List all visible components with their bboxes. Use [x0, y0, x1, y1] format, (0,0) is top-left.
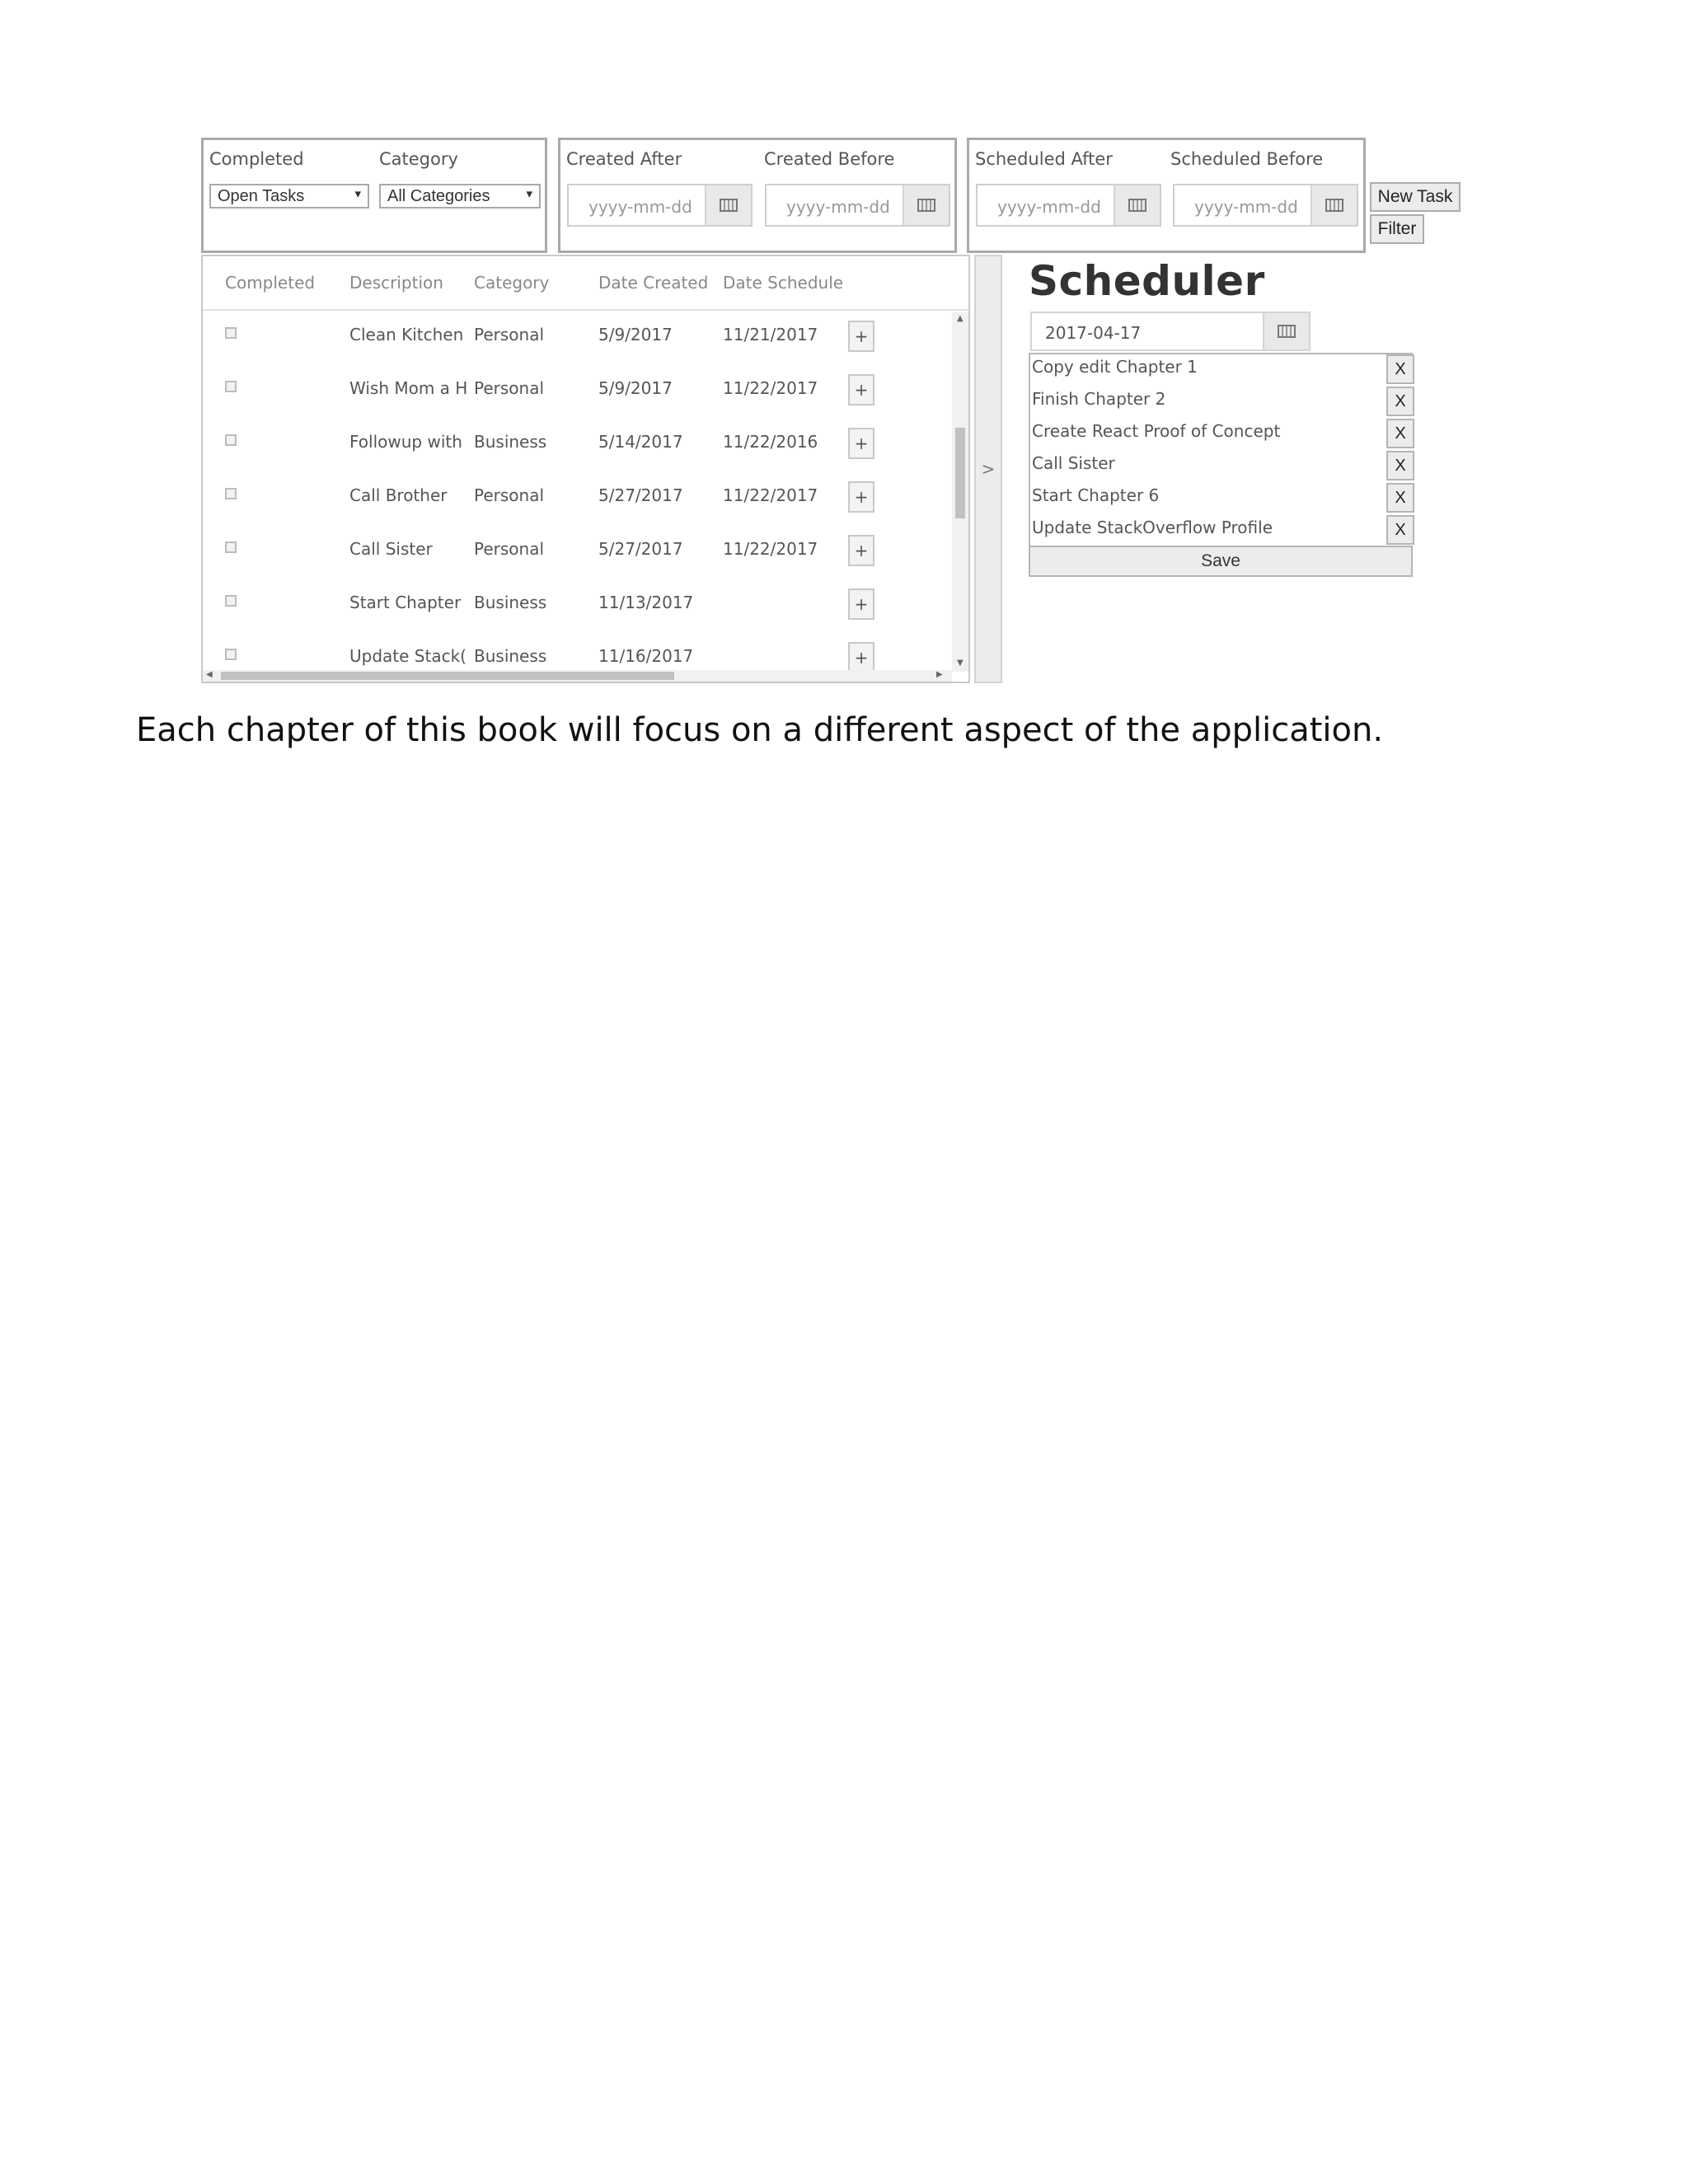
- remove-task-button[interactable]: X: [1386, 515, 1414, 545]
- status-category-filter-group: [201, 138, 547, 253]
- column-header-date-created[interactable]: Date Created: [598, 273, 709, 293]
- scheduled-task-label: Copy edit Chapter 1: [1032, 357, 1198, 377]
- task-date-created: 5/27/2017: [598, 539, 683, 559]
- scheduled-after-input[interactable]: [976, 184, 1161, 227]
- task-description: Wish Mom a H: [349, 378, 468, 398]
- category-filter-value: All Categories: [387, 187, 490, 205]
- scheduled-task-label: Call Sister: [1032, 453, 1115, 473]
- completed-filter-label: Completed: [209, 149, 304, 169]
- column-header-description[interactable]: Description: [349, 273, 443, 293]
- scroll-right-arrow-icon[interactable]: ▶: [936, 670, 943, 679]
- created-before-calendar-button[interactable]: [903, 185, 949, 225]
- task-category: Personal: [474, 325, 545, 344]
- table-horizontal-scrollbar[interactable]: [203, 670, 952, 682]
- task-description: Clean Kitchen: [349, 325, 464, 344]
- task-date-created: 11/16/2017: [598, 646, 694, 666]
- task-date-scheduled: 11/22/2017: [723, 485, 818, 505]
- task-date-scheduled: 11/22/2017: [723, 539, 818, 559]
- add-to-schedule-button[interactable]: +: [848, 535, 874, 566]
- scheduled-before-input[interactable]: [1173, 184, 1358, 227]
- scheduled-task-label: Finish Chapter 2: [1032, 389, 1166, 409]
- scheduled-before-placeholder: yyyy-mm-dd: [1194, 197, 1298, 217]
- task-category: Business: [474, 432, 547, 452]
- scroll-down-arrow-icon[interactable]: ▼: [957, 658, 964, 668]
- remove-task-button[interactable]: X: [1386, 419, 1414, 448]
- created-after-calendar-button[interactable]: [705, 185, 751, 225]
- table-row[interactable]: [203, 312, 952, 366]
- scheduled-task-label: Create React Proof of Concept: [1032, 421, 1281, 441]
- table-header: [203, 256, 968, 311]
- category-filter-label: Category: [379, 149, 458, 169]
- save-button[interactable]: Save: [1029, 546, 1413, 577]
- task-date-created: 5/14/2017: [598, 432, 683, 452]
- created-after-input[interactable]: [567, 184, 753, 227]
- remove-task-button[interactable]: X: [1386, 451, 1414, 480]
- filter-button[interactable]: Filter: [1370, 214, 1424, 244]
- chevron-down-icon: ▾: [354, 187, 361, 201]
- task-date-scheduled: 11/22/2017: [723, 378, 818, 398]
- scroll-left-arrow-icon[interactable]: ◀: [206, 670, 213, 679]
- calendar-icon: [1128, 199, 1146, 212]
- task-date-scheduled: 11/21/2017: [723, 325, 818, 344]
- scheduled-after-label: Scheduled After: [975, 149, 1113, 169]
- task-date-created: 5/9/2017: [598, 378, 673, 398]
- calendar-icon: [1325, 199, 1343, 212]
- list-item: [1030, 515, 1414, 547]
- completed-checkbox[interactable]: [225, 649, 237, 660]
- task-description: Call Brother: [349, 485, 448, 505]
- task-date-scheduled: 11/22/2016: [723, 432, 818, 452]
- created-after-placeholder: yyyy-mm-dd: [588, 197, 692, 217]
- completed-checkbox[interactable]: [225, 541, 237, 553]
- created-date-filter-group: [558, 138, 957, 253]
- remove-task-button[interactable]: X: [1386, 387, 1414, 416]
- list-item: [1030, 483, 1414, 515]
- scheduled-task-list: [1029, 353, 1413, 547]
- table-vertical-scrollbar[interactable]: [952, 312, 968, 672]
- created-after-label: Created After: [566, 149, 682, 169]
- chevron-down-icon: ▾: [526, 187, 532, 201]
- list-item: [1030, 419, 1414, 451]
- add-to-schedule-button[interactable]: +: [848, 588, 874, 620]
- horizontal-scrollbar-thumb[interactable]: [221, 672, 674, 680]
- caption-text: Each chapter of this book will focus on a different aspect of the application.: [136, 711, 1384, 749]
- created-before-input[interactable]: [765, 184, 950, 227]
- table-row[interactable]: [203, 580, 952, 634]
- task-date-created: 11/13/2017: [598, 593, 694, 612]
- column-header-completed[interactable]: Completed: [225, 273, 316, 293]
- scheduler-title: Scheduler: [1029, 257, 1265, 305]
- scheduled-after-calendar-button[interactable]: [1114, 185, 1160, 225]
- completed-checkbox[interactable]: [225, 488, 237, 499]
- category-filter-select[interactable]: [379, 184, 541, 209]
- task-description: Call Sister: [349, 539, 433, 559]
- created-before-placeholder: yyyy-mm-dd: [786, 197, 890, 217]
- scheduled-after-placeholder: yyyy-mm-dd: [997, 197, 1101, 217]
- task-category: Business: [474, 646, 547, 666]
- add-to-schedule-button[interactable]: +: [848, 374, 874, 405]
- table-row[interactable]: [203, 366, 952, 419]
- task-category: Personal: [474, 539, 545, 559]
- task-date-created: 5/27/2017: [598, 485, 683, 505]
- table-row[interactable]: [203, 419, 952, 473]
- completed-filter-value: Open Tasks: [218, 187, 305, 205]
- column-header-category[interactable]: Category: [474, 273, 550, 293]
- calendar-icon: [1278, 325, 1296, 338]
- list-item: [1030, 387, 1414, 419]
- completed-filter-select[interactable]: [209, 184, 369, 209]
- table-body: [203, 312, 952, 672]
- toggle-scheduler-button[interactable]: >: [974, 255, 1002, 683]
- add-to-schedule-button[interactable]: +: [848, 481, 874, 513]
- scheduled-before-calendar-button[interactable]: [1311, 185, 1357, 225]
- new-task-button[interactable]: New Task: [1370, 182, 1461, 212]
- list-item: [1030, 451, 1414, 483]
- table-row[interactable]: [203, 527, 952, 580]
- scheduled-date-filter-group: [967, 138, 1366, 253]
- add-to-schedule-button[interactable]: +: [848, 642, 874, 673]
- list-item: [1030, 354, 1414, 387]
- task-description: Start Chapter: [349, 593, 462, 612]
- task-description: Followup with: [349, 432, 462, 452]
- scheduled-before-label: Scheduled Before: [1170, 149, 1324, 169]
- scroll-up-arrow-icon[interactable]: ▲: [957, 314, 964, 323]
- scheduler-calendar-button[interactable]: [1263, 313, 1309, 349]
- completed-checkbox[interactable]: [225, 595, 237, 607]
- task-table: [201, 255, 970, 683]
- completed-checkbox[interactable]: [225, 381, 237, 392]
- vertical-scrollbar-thumb[interactable]: [955, 428, 965, 518]
- scheduled-task-label: Update StackOverflow Profile: [1032, 518, 1273, 537]
- completed-checkbox[interactable]: [225, 327, 237, 339]
- table-row[interactable]: [203, 473, 952, 527]
- task-description: Update Stack(: [349, 646, 467, 666]
- add-to-schedule-button[interactable]: +: [848, 428, 874, 459]
- completed-checkbox[interactable]: [225, 434, 237, 446]
- scheduled-task-label: Start Chapter 6: [1032, 485, 1160, 505]
- scheduler-date-value: 2017-04-17: [1045, 323, 1142, 343]
- add-to-schedule-button[interactable]: +: [848, 321, 874, 352]
- task-date-created: 5/9/2017: [598, 325, 673, 344]
- task-category: Personal: [474, 378, 545, 398]
- remove-task-button[interactable]: X: [1386, 483, 1414, 513]
- created-before-label: Created Before: [764, 149, 895, 169]
- remove-task-button[interactable]: X: [1386, 354, 1414, 384]
- scheduler-date-input[interactable]: [1030, 312, 1311, 351]
- calendar-icon: [720, 199, 738, 212]
- task-category: Personal: [474, 485, 545, 505]
- task-category: Business: [474, 593, 547, 612]
- calendar-icon: [917, 199, 935, 212]
- column-header-date-scheduled[interactable]: Date Schedule: [723, 273, 844, 293]
